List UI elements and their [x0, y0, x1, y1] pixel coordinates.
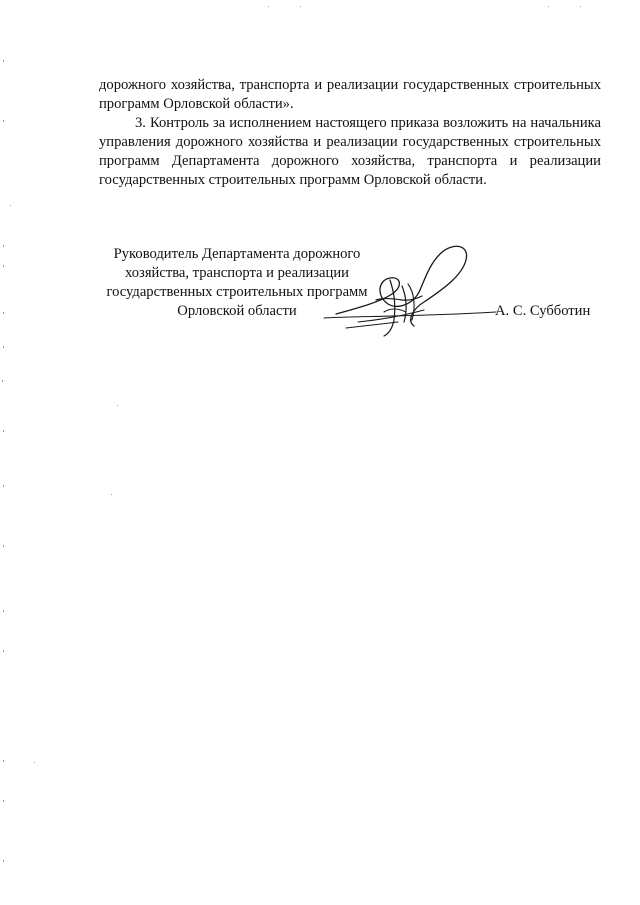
- signatory-title-line: государственных строительных программ: [106, 284, 368, 300]
- paragraph-continuation: дорожного хозяйства, транспорта и реализации государственных строительных программ Орловской области».: [99, 77, 601, 112]
- signer-name: А. С. Субботин: [495, 303, 591, 319]
- document-body: [99, 76, 601, 190]
- handwritten-signature: [318, 240, 508, 340]
- signatory-title-line: Руководитель Департамента дорожного: [113, 246, 361, 262]
- signatory-title-line: хозяйства, транспорта и реализации: [125, 265, 349, 281]
- signatory-title-line: Орловской области: [177, 303, 297, 319]
- paragraph-control-clause: 3. Контроль за исполнением настоящего приказа возложить на начальника управления дорожного хозяйства и реализации государственных строительных программ Департамента дорожного хозяйства, транспорта и реализации государственных строительных программ Орловской области.: [99, 115, 601, 188]
